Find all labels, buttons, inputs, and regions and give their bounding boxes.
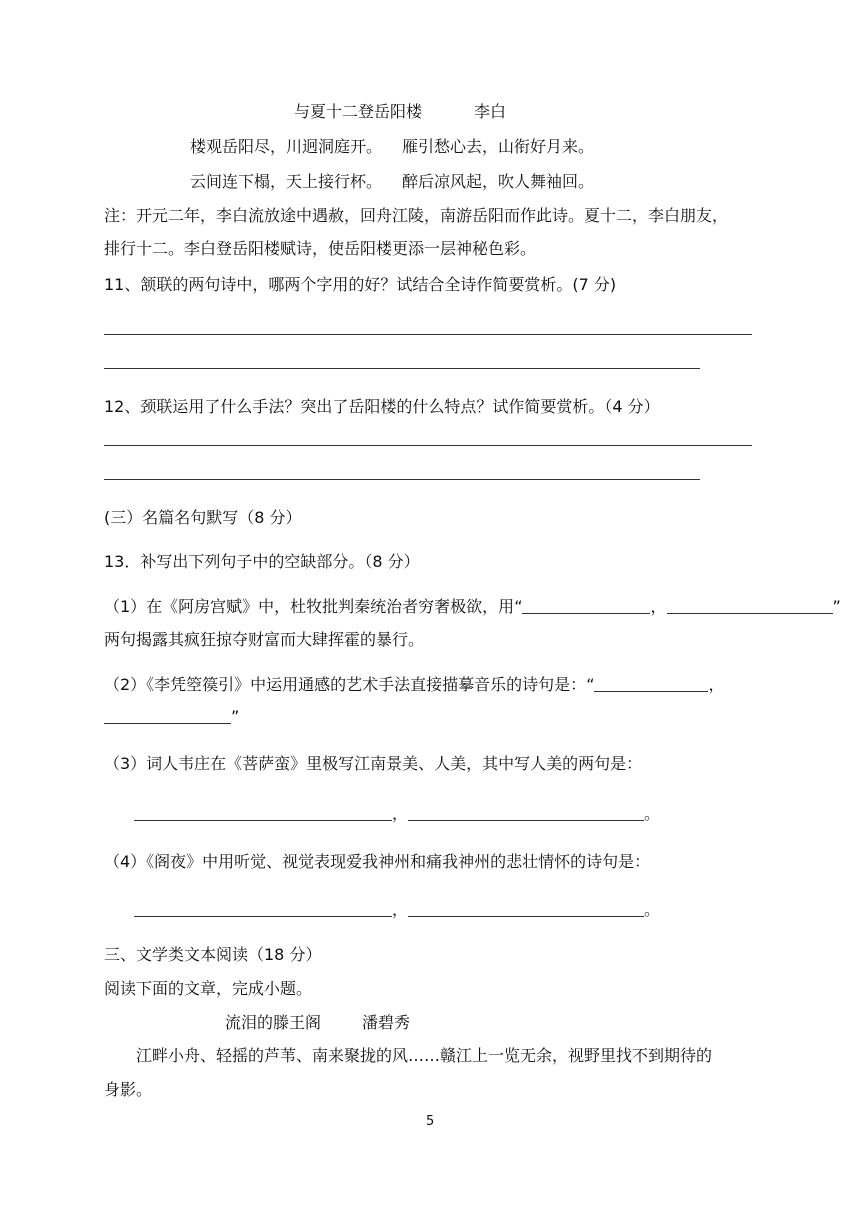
poem-author: 李白 [474,102,507,121]
fill-item-3-answer [134,803,660,825]
answer-line[interactable] [104,368,700,369]
period: 。 [644,804,661,823]
answer-line[interactable] [104,334,752,335]
fill-item-4-answer [134,899,660,921]
fill-item-2 [104,674,725,696]
fill-item-1-continued: 两句揭露其疯狂掠夺财富而大肆挥霍的暴行。 [104,630,425,649]
article-title: 流泪的滕王阁 [225,1013,322,1032]
comma: ， [708,675,725,694]
poem-line-2b: 醉后凉风起，吹人舞袖回。 [402,172,595,191]
article-paragraph-line-2: 身影。 [104,1080,153,1099]
poem-note-line-2: 排行十二。李白登岳阳楼赋诗，使岳阳楼更添一层神秘色彩。 [104,239,537,258]
fill-item-2-continued [104,706,239,728]
fill-blank[interactable] [408,900,644,917]
question-12: 12、颈联运用了什么手法？突出了岳阳楼的什么特点？试作简要赏析。（4 分） [104,397,660,416]
fill-blank[interactable] [104,707,231,724]
fill-blank[interactable] [408,804,644,821]
comma: ， [392,900,409,919]
article-author: 潘碧秀 [362,1013,411,1032]
close-quote: ” [231,707,240,726]
fill-blank[interactable] [594,675,708,692]
poem-note-line-1: 注：开元二年，李白流放途中遇赦，回舟江陵，南游岳阳而作此诗。夏十二，李白朋友， [104,206,729,225]
close-quote: ” [832,597,841,616]
fill-item-4: （4）《阁夜》中用听觉、视觉表现爱我神州和痛我神州的悲壮情怀的诗句是： [104,852,651,871]
open-quote: “ [586,675,595,694]
question-13: 13．补写出下列句子中的空缺部分。（8 分） [104,552,420,571]
answer-line[interactable] [104,479,700,480]
fill-item-3: （3）词人韦庄在《菩萨蛮》里极写江南景美、人美，其中写人美的两句是： [104,754,643,773]
fill-blank[interactable] [522,597,650,614]
page-number: 5 [426,1114,435,1129]
poem-line-1a: 楼观岳阳尽，川迥洞庭开。 [190,137,383,156]
poem-title: 与夏十二登岳阳楼 [294,102,423,121]
fill-item-1-text: （1）在《阿房宫赋》中，杜牧批判秦统治者穷奢极欲，用 [104,597,515,616]
fill-blank[interactable] [134,900,392,917]
comma: ， [650,597,667,616]
period: 。 [644,900,661,919]
reading-instruction: 阅读下面的文章，完成小题。 [104,979,313,998]
section-heading-mingju: (三）名篇名句默写（8 分） [104,508,302,527]
question-11: 11、颔联的两句诗中，哪两个字用的好？试结合全诗作简要赏析。(7 分) [104,275,617,294]
fill-blank[interactable] [134,804,392,821]
poem-line-2a: 云间连下榻，天上接行杯。 [190,172,383,191]
open-quote: “ [514,597,523,616]
fill-item-2-text: （2）《李凭箜篌引》中运用通感的艺术手法直接描摹音乐的诗句是： [104,675,587,694]
fill-item-1 [104,596,841,618]
section-heading-wenxue: 三、文学类文本阅读（18 分） [104,945,322,964]
fill-blank[interactable] [667,597,833,614]
poem-line-1b: 雁引愁心去，山衔好月来。 [402,137,595,156]
article-paragraph-line-1: 江畔小舟、轻摇的芦苇、南来聚拢的风……赣江上一览无余，视野里找不到期待的 [136,1046,713,1065]
comma: ， [392,804,409,823]
answer-line[interactable] [104,445,752,446]
